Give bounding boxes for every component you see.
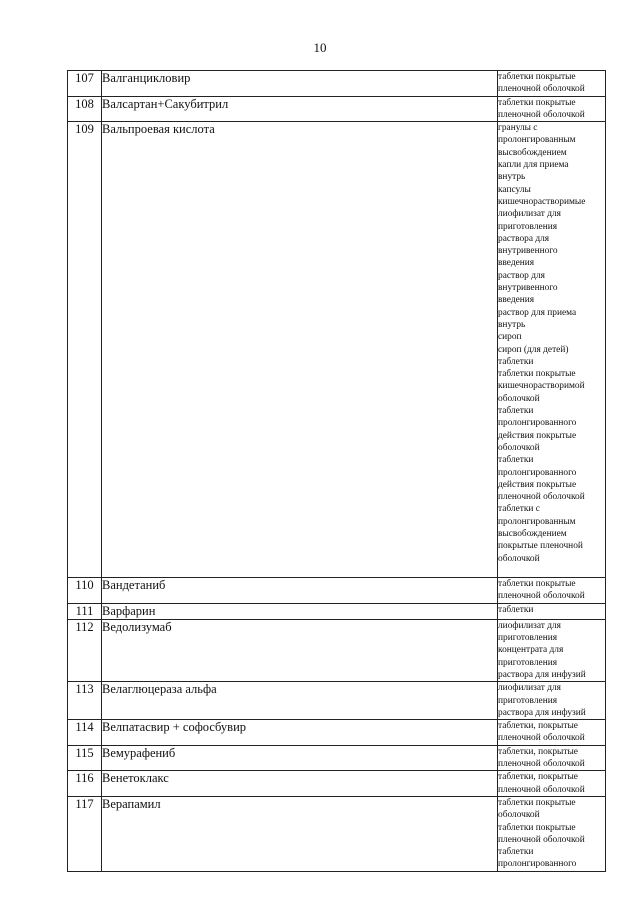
dosage-form-line: таблетки покрытые bbox=[498, 822, 576, 833]
table-row bbox=[68, 720, 606, 746]
dosage-form-line: таблетки покрытые bbox=[498, 97, 576, 108]
row-number: 109 bbox=[68, 122, 102, 578]
dosage-form-line: лиофилизат для bbox=[498, 620, 561, 631]
dosage-form-line: оболочкой bbox=[498, 553, 540, 564]
dosage-form-line: сироп (для детей) bbox=[498, 344, 569, 355]
dosage-form-line: раствор для приема bbox=[498, 307, 577, 318]
dosage-form-line: раствора для инфузий bbox=[498, 669, 586, 680]
dosage-form-line: покрытые пленочной bbox=[498, 541, 583, 552]
dosage-form-line: капсулы bbox=[498, 184, 531, 195]
drug-name: Венетоклакс bbox=[102, 771, 498, 797]
dosage-form-line: пролонгированным bbox=[498, 135, 576, 146]
dosage-form-line: приготовления bbox=[498, 633, 558, 644]
dosage-form-line: пленочной оболочкой bbox=[498, 784, 585, 795]
dosage-form-line: кишечнорастворимые bbox=[498, 196, 586, 207]
dosage-form-line: внутрь bbox=[498, 172, 526, 183]
dosage-forms bbox=[498, 71, 606, 97]
drug-name: Верапамил bbox=[102, 796, 498, 871]
drug-name: Валганцикловир bbox=[102, 71, 498, 97]
row-number: 116 bbox=[68, 771, 102, 797]
table-row bbox=[68, 745, 606, 771]
drug-name: Ведолизумаб bbox=[102, 619, 498, 681]
table-body bbox=[68, 71, 606, 872]
drug-name: Варфарин bbox=[102, 603, 498, 619]
row-number: 107 bbox=[68, 71, 102, 97]
dosage-form-line: таблетки, покрытые bbox=[498, 721, 578, 732]
dosage-form-line: кишечнорастворимой bbox=[498, 381, 585, 392]
dosage-form-line: лиофилизат для bbox=[498, 683, 561, 694]
dosage-form-line: концентрата для bbox=[498, 645, 564, 656]
dosage-form-line: таблетки bbox=[498, 455, 534, 466]
dosage-form-line: капли для приема bbox=[498, 160, 569, 171]
dosage-form-line: пленочной оболочкой bbox=[498, 492, 585, 503]
row-number: 113 bbox=[68, 682, 102, 720]
row-number: 111 bbox=[68, 603, 102, 619]
dosage-form-line: таблетки bbox=[498, 406, 534, 417]
dosage-forms bbox=[498, 619, 606, 681]
dosage-form-line: пролонгированным bbox=[498, 516, 576, 527]
table-row bbox=[68, 122, 606, 578]
dosage-form-line: введения bbox=[498, 258, 535, 269]
dosage-forms bbox=[498, 96, 606, 122]
dosage-form-line: раствор для bbox=[498, 270, 545, 281]
dosage-form-line bbox=[498, 565, 605, 577]
row-number: 108 bbox=[68, 96, 102, 122]
dosage-form-line: таблетки bbox=[498, 847, 534, 858]
dosage-form-line: внутривенного bbox=[498, 246, 558, 257]
dosage-form-line: пленочной оболочкой bbox=[498, 733, 585, 744]
dosage-form-line: раствора для инфузий bbox=[498, 707, 586, 718]
drug-table bbox=[67, 70, 606, 872]
dosage-form-line: таблетки покрытые bbox=[498, 579, 576, 590]
dosage-form-line: высвобождением bbox=[498, 147, 567, 158]
dosage-form-line: пролонгированного bbox=[498, 859, 577, 870]
dosage-form-line: пролонгированного bbox=[498, 467, 577, 478]
dosage-form-line: пленочной оболочкой bbox=[498, 834, 585, 845]
dosage-form-line: таблетки покрытые bbox=[498, 369, 576, 380]
dosage-form-line: пленочной оболочкой bbox=[498, 109, 585, 120]
dosage-form-line: раствора для bbox=[498, 233, 550, 244]
dosage-form-line: приготовления bbox=[498, 221, 558, 232]
dosage-form-line: пленочной оболочкой bbox=[498, 759, 585, 770]
dosage-form-line: внутрь bbox=[498, 319, 526, 330]
drug-name: Вемурафениб bbox=[102, 745, 498, 771]
drug-name: Велаглюцераза альфа bbox=[102, 682, 498, 720]
dosage-forms bbox=[498, 796, 606, 871]
dosage-form-line: таблетки покрытые bbox=[498, 72, 576, 82]
dosage-forms bbox=[498, 771, 606, 797]
row-number: 115 bbox=[68, 745, 102, 771]
dosage-forms bbox=[498, 682, 606, 720]
row-number: 114 bbox=[68, 720, 102, 746]
dosage-form-line: внутривенного bbox=[498, 283, 558, 294]
drug-name: Вальпроевая кислота bbox=[102, 122, 498, 578]
row-number: 110 bbox=[68, 578, 102, 604]
table-row bbox=[68, 578, 606, 604]
drug-name: Вандетаниб bbox=[102, 578, 498, 604]
dosage-form-line: приготовления bbox=[498, 657, 558, 668]
dosage-form-line: сироп bbox=[498, 332, 522, 343]
dosage-form-line: таблетки bbox=[498, 356, 534, 367]
dosage-form-line: пролонгированного bbox=[498, 418, 577, 429]
table-row bbox=[68, 682, 606, 720]
table-row bbox=[68, 71, 606, 97]
dosage-form-line: таблетки, покрытые bbox=[498, 772, 578, 783]
table-row bbox=[68, 796, 606, 871]
dosage-form-line: лиофилизат для bbox=[498, 209, 561, 220]
dosage-form-line: таблетки, покрытые bbox=[498, 746, 578, 757]
dosage-form-line: введения bbox=[498, 295, 535, 306]
drug-name: Валсартан+Сакубитрил bbox=[102, 96, 498, 122]
dosage-form-line: пленочной оболочкой bbox=[498, 591, 585, 602]
table-row bbox=[68, 771, 606, 797]
dosage-form-line: гранулы с bbox=[498, 123, 538, 134]
dosage-forms bbox=[498, 720, 606, 746]
drug-name: Велпатасвир + софосбувир bbox=[102, 720, 498, 746]
dosage-form-line: таблетки покрытые bbox=[498, 797, 576, 808]
dosage-forms bbox=[498, 745, 606, 771]
dosage-form-line: действия покрытые bbox=[498, 430, 577, 441]
dosage-form-line: таблетки bbox=[498, 604, 534, 615]
dosage-form-line: таблетки с bbox=[498, 504, 540, 515]
page-number: 10 bbox=[313, 40, 327, 55]
dosage-form-line: действия покрытые bbox=[498, 479, 577, 490]
row-number: 117 bbox=[68, 796, 102, 871]
dosage-form-line: пленочной оболочкой bbox=[498, 84, 585, 95]
dosage-form-line: высвобождением bbox=[498, 528, 567, 539]
dosage-form-line: приготовления bbox=[498, 695, 558, 706]
dosage-forms bbox=[498, 578, 606, 604]
dosage-forms bbox=[498, 122, 606, 578]
dosage-forms bbox=[498, 603, 606, 619]
row-number: 112 bbox=[68, 619, 102, 681]
table-row bbox=[68, 619, 606, 681]
table-row bbox=[68, 96, 606, 122]
table-row bbox=[68, 603, 606, 619]
dosage-form-line: оболочкой bbox=[498, 810, 540, 821]
dosage-form-line: оболочкой bbox=[498, 442, 540, 453]
dosage-form-line: оболочкой bbox=[498, 393, 540, 404]
